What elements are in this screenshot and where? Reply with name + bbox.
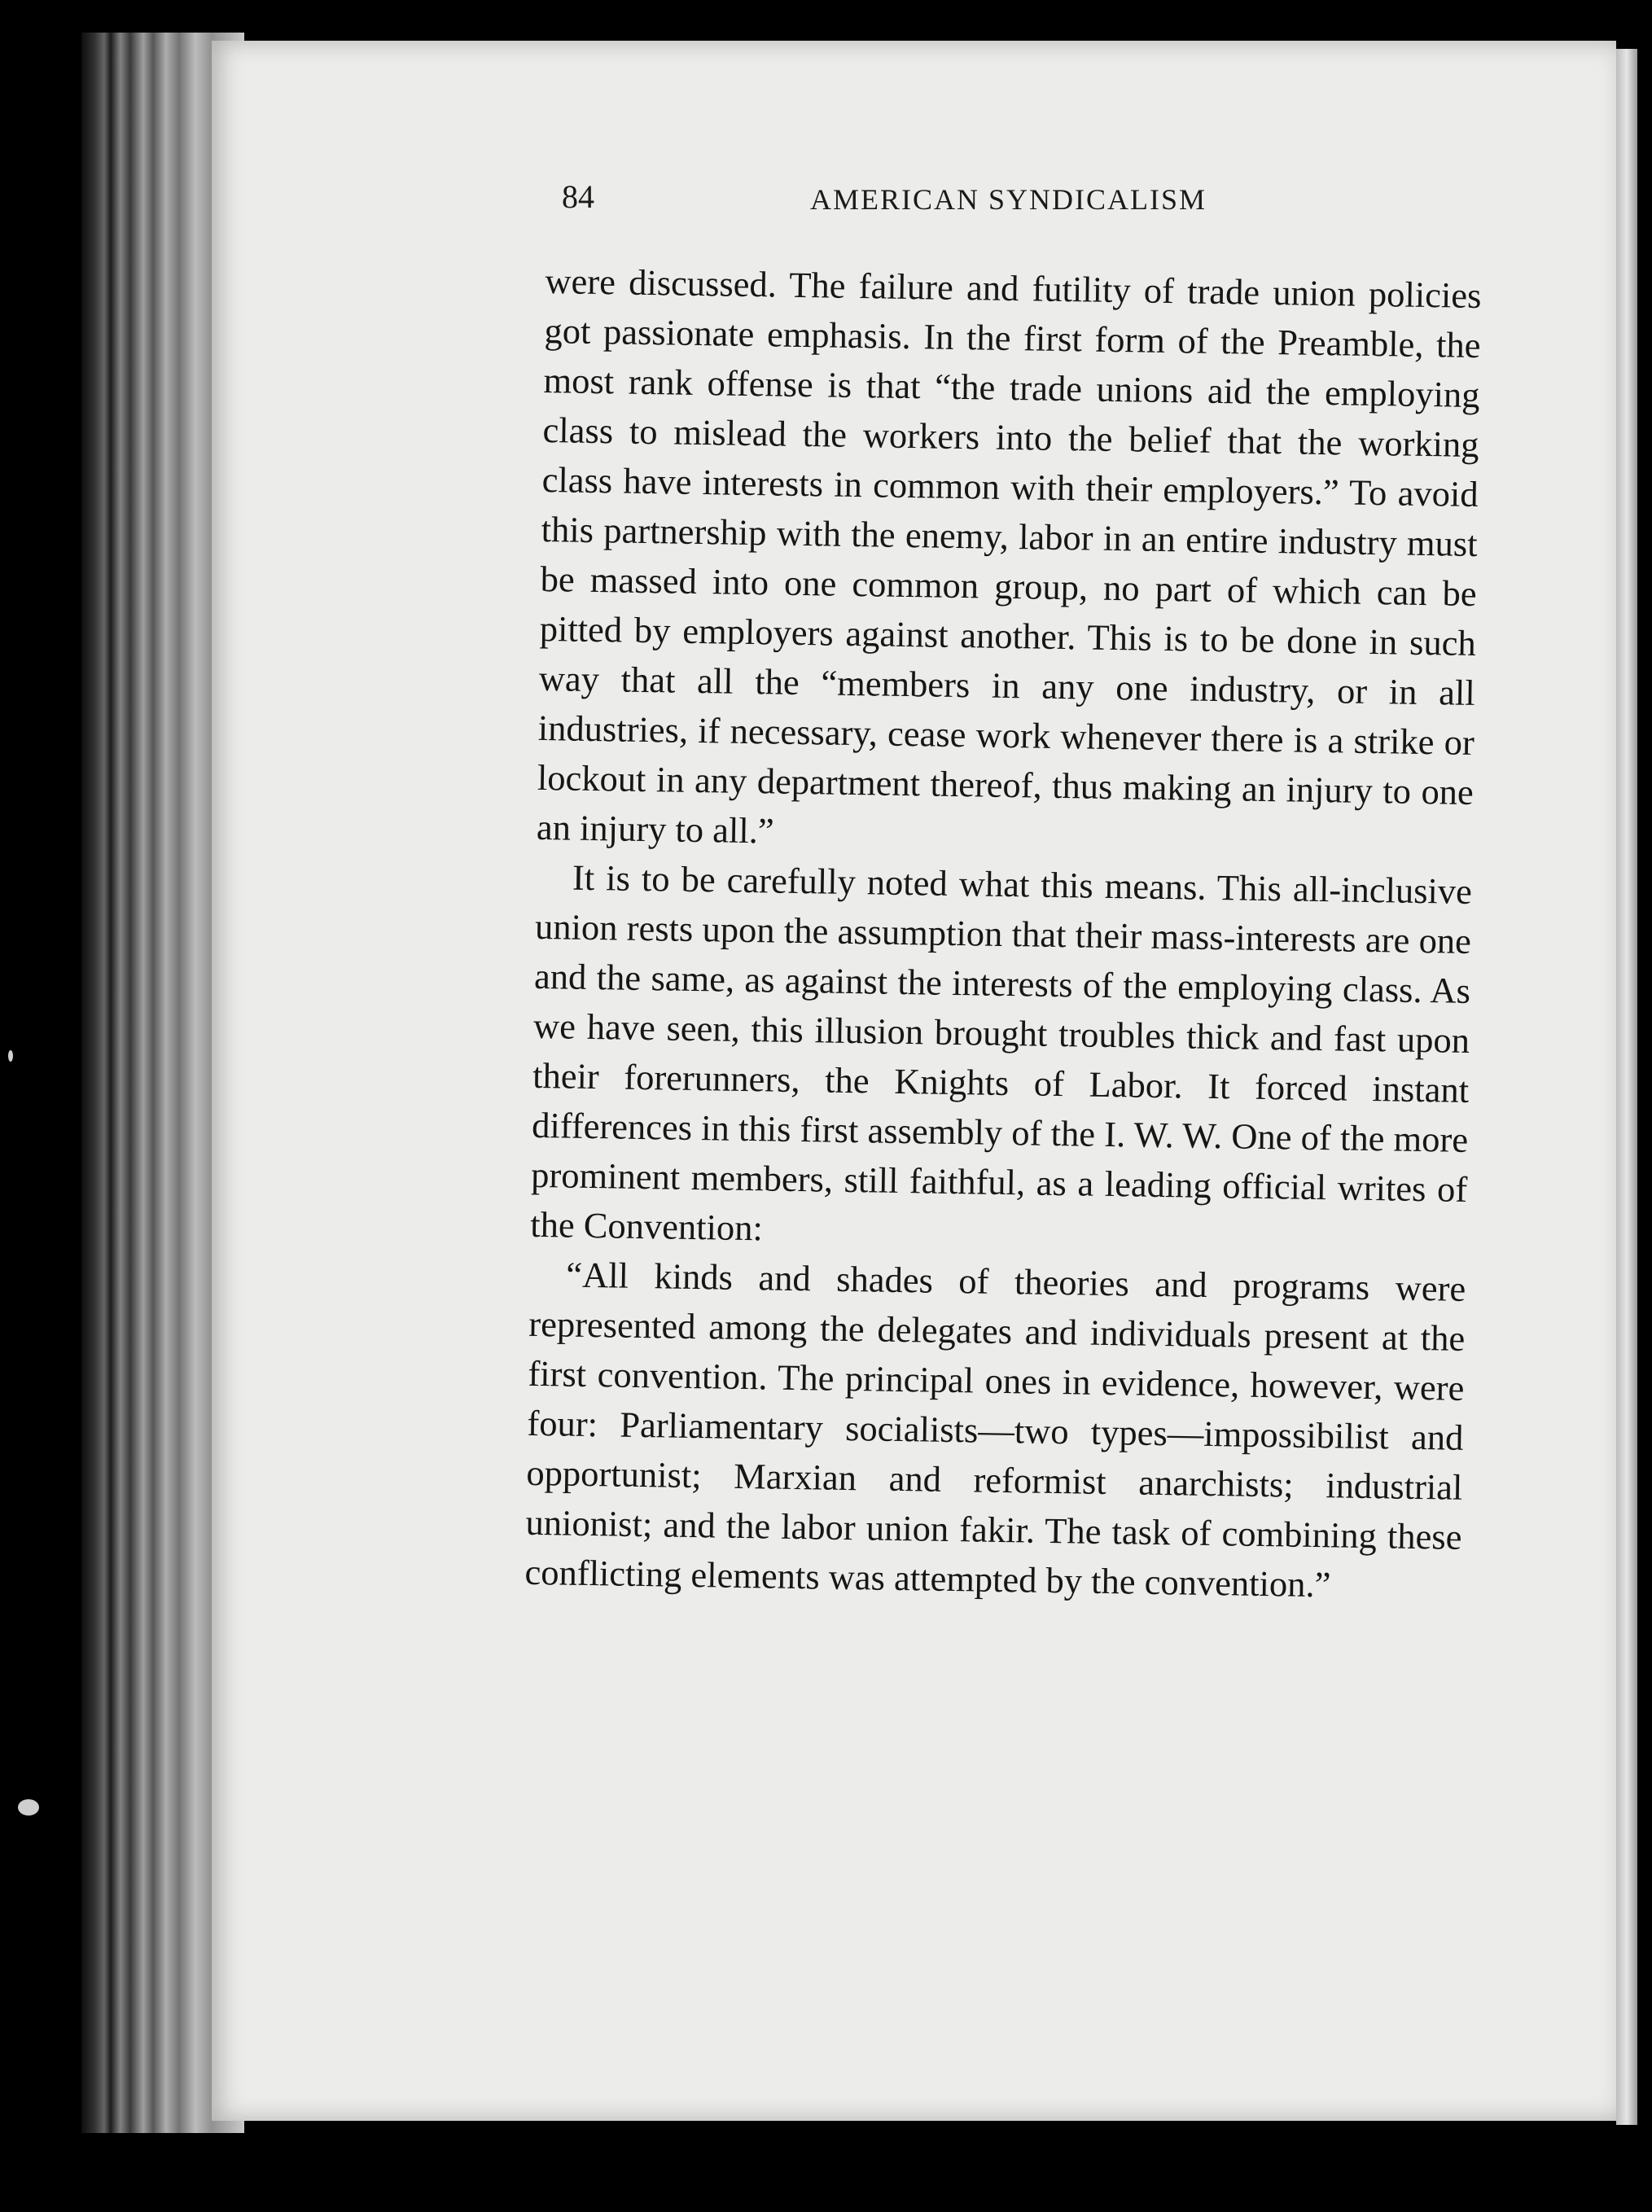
left-speck <box>8 1050 13 1062</box>
page-right-edge <box>1616 49 1637 2125</box>
running-head: AMERICAN SYNDICALISM <box>810 183 1207 216</box>
left-speck <box>18 1799 39 1816</box>
page-number: 84 <box>562 178 594 215</box>
paragraph: It is to be carefully noted what this means. This all-inclusive union rests upon the assumption that their mass-interests are one and the same, as against the interests of the employing class. As we have seen, this illusion brought troubles thick and fast upon their forerunners, the Knights of Labor. It forced instant differences in this first assembly of the I. W. W. One of the more prominent members, still faithful, as a leading official writes of the Convention: <box>529 856 1473 1249</box>
page-header <box>562 177 1246 226</box>
body-text <box>524 256 1482 1612</box>
block-quote: “All kinds and shades of theories and programs were represented among the delegates and individuals present at the first convention. The principal ones in evidence, however, were four: Parliamentary socialists—two types—impossibilist and opportunist; Marxian and reformist anarchists; industrial unionist; and the labor union fakir. The task of combining these conflicting elements was attempted by the convention.” <box>524 1254 1466 1605</box>
paragraph: were discussed. The failure and futility of trade union policies got passionate emphasis. In the first form of the Preamble, the most rank offense is that “the trade unions aid the employing class to mislead the workers into the belief that the working class have interests in common with their employers.” To avoid this partnership with the enemy, labor in an entire industry must be massed into one common group, no part of which can be pitted by employers against another. This is to be done in such way that all the “members in any one industry, or in all industries, if necessary, cease work whenever there is a strike or lockout in any department thereof, thus making an injury to one an injury to all.” <box>536 260 1482 852</box>
